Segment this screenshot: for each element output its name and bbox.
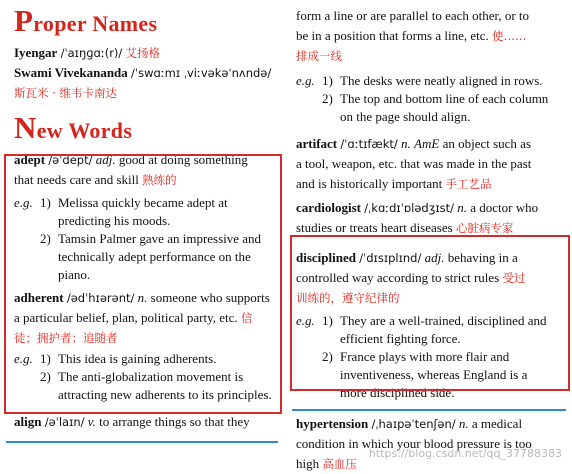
translation: 斯瓦米 · 维韦卡南达 <box>14 86 117 100</box>
hypertension-underline <box>292 409 566 411</box>
translation: 使…… <box>492 29 527 43</box>
pronunciation: /ˈɑːtɪfækt/ <box>340 137 398 151</box>
definition-cont: form a line or are parallel to each other, or to <box>296 8 530 23</box>
definition-cont: be in a position that forms a line, etc. <box>296 28 489 43</box>
translation: 高血压 <box>322 457 357 471</box>
definition: a medical <box>471 416 523 431</box>
translation: 信 <box>240 311 253 325</box>
headword: disciplined <box>296 250 356 265</box>
examples: e.g. 1) Melissa quickly became adept at predicting his moods. 2) Tamsin Palmer gave an impressive and technically adept performance on the piano. <box>14 195 262 282</box>
pronunciation: /ədˈhɪərənt/ <box>66 291 135 305</box>
part-of-speech: adj. <box>424 250 445 265</box>
entry-align-cont <box>296 6 566 126</box>
definition-cont: and is historically important <box>296 176 443 191</box>
pronunciation: /ˈswɑːmɪ ˌviːvəkəˈnʌndə/ <box>131 66 272 80</box>
entry-align <box>14 412 280 432</box>
headword: artifact <box>296 136 338 151</box>
translation: 熟练的 <box>142 173 177 187</box>
align-underline <box>6 441 278 443</box>
definition-cont: condition in which your blood pressure is too <box>296 436 532 451</box>
headword: Iyengar <box>14 45 58 60</box>
pronunciation: /ˌhaɪpəˈtenʃən/ <box>371 417 456 431</box>
adept-adherent-frame <box>4 154 282 414</box>
pronunciation: /ˈdɪsɪplɪnd/ <box>359 251 422 265</box>
translation: 心脏病专家 <box>455 221 514 235</box>
entry-cardiologist <box>296 198 566 238</box>
new-words-heading: New Words <box>14 110 133 145</box>
part-of-speech: n. <box>457 200 468 215</box>
definition: someone who supports <box>150 290 270 305</box>
headword: hypertension <box>296 416 369 431</box>
disciplined-frame <box>290 235 570 391</box>
watermark: https://blog.csdn.net/qq_37788383 <box>368 447 562 460</box>
definition: good at doing something <box>118 152 248 167</box>
translation: 受过 <box>502 271 526 285</box>
headword: adept <box>14 152 46 167</box>
part-of-speech: n. <box>137 290 148 305</box>
definition: to arrange things so that they <box>99 414 250 429</box>
definition-cont: high <box>296 456 320 471</box>
entry-hypertension <box>296 414 566 474</box>
part-of-speech: n. <box>458 416 469 431</box>
definition-cont: a particular belief, plan, political party, etc. <box>14 310 238 325</box>
definition-cont: that needs care and skill <box>14 172 139 187</box>
pronunciation: /əˈdept/ <box>48 153 93 167</box>
proper-names-heading: Proper Names <box>14 3 158 38</box>
region-label: AmE <box>414 136 440 151</box>
definition: a doctor who <box>470 200 539 215</box>
translation-cont: 排成一线 <box>296 49 342 63</box>
definition-cont: controlled way according to strict rules <box>296 270 500 285</box>
definition-cont: a tool, weapon, etc. that was made in the past <box>296 156 532 171</box>
part-of-speech: adj. <box>95 152 116 167</box>
examples: e.g. 1) The desks were neatly aligned in rows. 2) The top and bottom line of each column on the page should align. <box>296 73 549 124</box>
definition: an object such as <box>442 136 532 151</box>
entry-swami-vivekananda <box>14 63 280 103</box>
definition-cont: studies or treats heart diseases <box>296 220 453 235</box>
definition: behaving in a <box>447 250 518 265</box>
examples: e.g. 1) This idea is gaining adherents. 2) The anti-globalization movement is attracting new adherents to its principles. <box>14 351 272 402</box>
entry-artifact <box>296 134 566 194</box>
headword: align <box>14 414 42 429</box>
pronunciation: /ˌkɑːdɪˈɒlədʒɪst/ <box>364 201 455 215</box>
headword: Swami Vivekananda <box>14 65 128 80</box>
translation-cont: 徒；拥护者；追随者 <box>14 331 118 345</box>
pronunciation: /ˈaɪŋɡɑː(r)/ <box>60 46 123 60</box>
translation: 艾扬格 <box>125 46 161 60</box>
pronunciation: /əˈlaɪn/ <box>44 415 85 429</box>
part-of-speech: n. <box>401 136 411 151</box>
headword: adherent <box>14 290 64 305</box>
translation-cont: 训练的，遵守纪律的 <box>296 291 400 305</box>
headword: cardiologist <box>296 200 361 215</box>
entry-iyengar <box>14 43 280 63</box>
part-of-speech: v. <box>87 414 96 429</box>
translation: 手工艺品 <box>445 177 492 191</box>
examples: e.g. 1) They are a well-trained, disciplined and efficient fighting force. 2) France plays with more flair and inventiveness, whereas England is a more disciplined side. <box>296 313 547 400</box>
